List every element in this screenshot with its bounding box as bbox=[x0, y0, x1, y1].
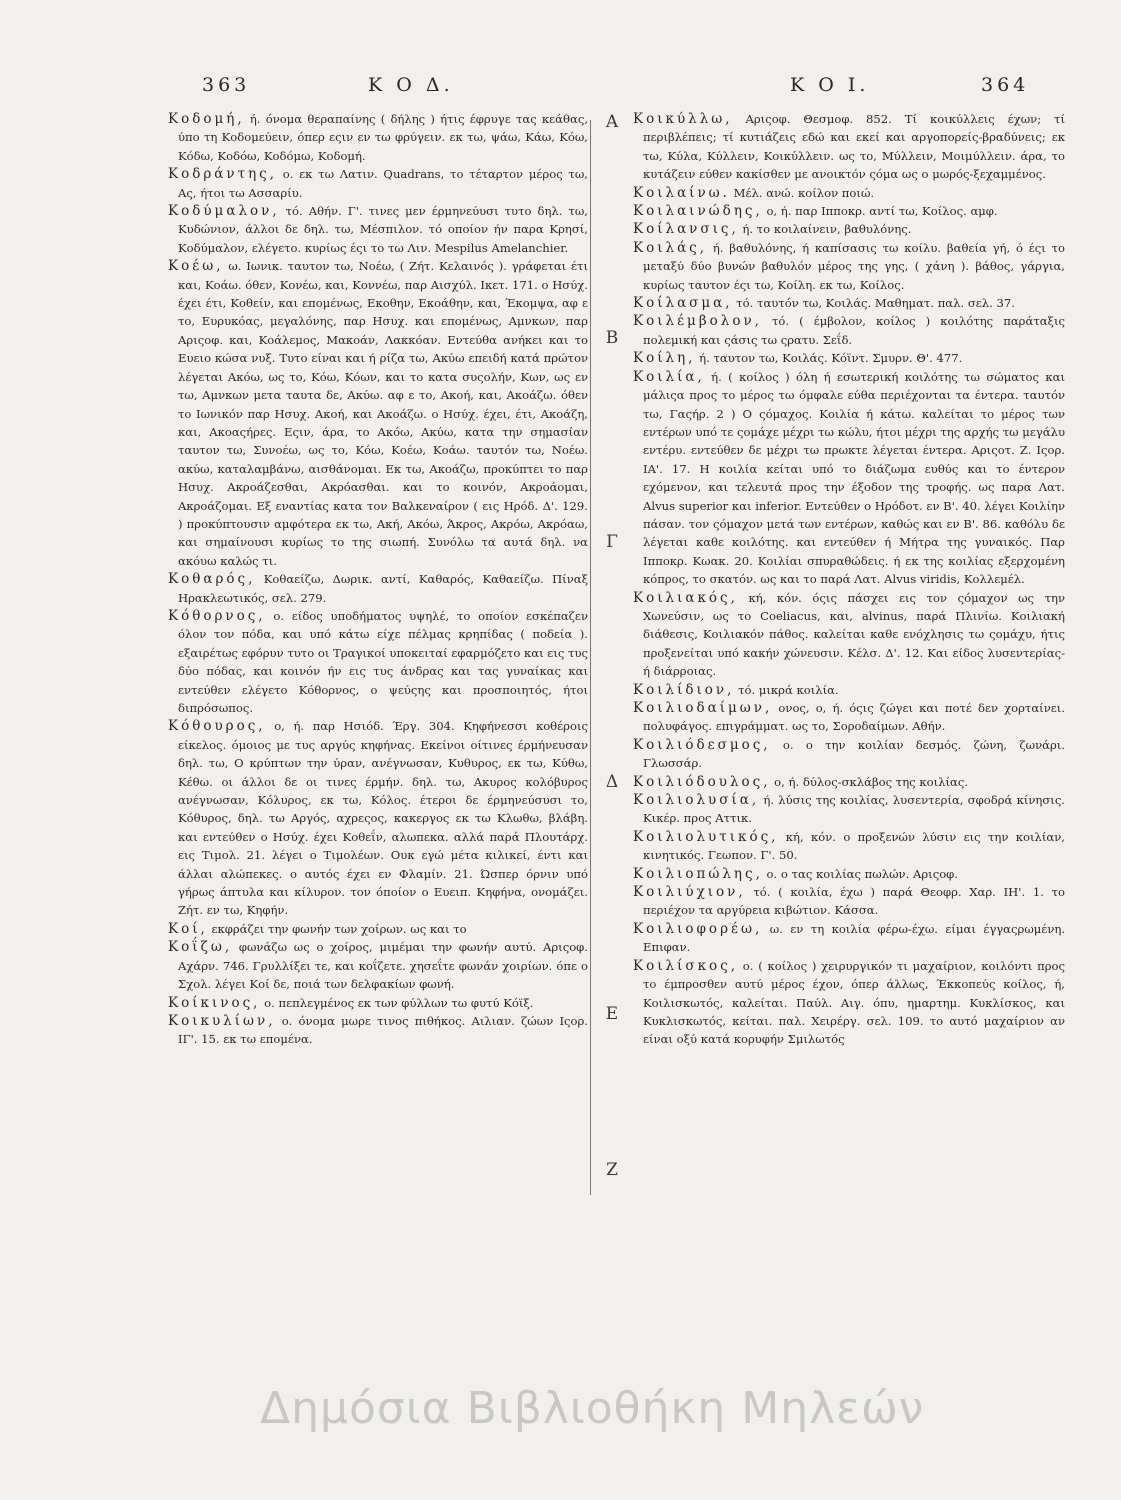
dictionary-entry bbox=[168, 920, 588, 938]
entry-headword: Κόθορνος, bbox=[168, 607, 266, 624]
entry-headword: Κοιλέμβολον, bbox=[633, 313, 762, 330]
entry-definition: ω. Ιωνικ. ταυτον τω, Νοέω, ( Ζήτ. Κελαινός ). γράφεται έτι και, Κοάω. όθεν, Κονέω, και, Κοννέω, παρ Αισχύλ. Ικετ. 171. ο Ησύχ. έχει έτι, Κοθείν, και επομένως, Εκοθην, Εκοάθην, και, Έκομψα, αφ ε το, Ευρυκόας, μεγαλόνης, παρ Ησυχ. και επομένως, Αμνκων, παρ Αριςοφ. και, Κοάλεμος, Μακοάν, Λακκόαν. Εντεύθα ανήκει και το Ευειο κώσα νυξ. Τυτο είναι και ή ρίζα τω, Ακύω επειδή κατά πρώτον λέγεται Ακόω, ως το, Κόω, Κόων, και το κατα συςολήν, Κων, ως εν τω, Αμνκων μετα ταυτα δε, Ακύω. αφ ε το, Ακοή, και, Ακοάζω. όθεν το Ιωνικόν παρ Ησυχ. Ακοή, και Ακοάζω. ο Ησύχ. έχει, έτι, Ακοάζη, και, Ακοαςήρες. Εςιν, άρα, το Ακόω, Ακύω, κατα την σημασίαν ταυτον τω, Συνοέω, ως το, Κόω, Κοέω, Κοάω. ταυτόν τω, Νοέω. ακύω, καταλαμβάνω, αισθάνομαι. Εκ τω, Ακοάζω, προκύπτει το παρ Ησυχ. Ακροάζεσθαι, Ακρόασθαι. και το κοινόν, Ακροάομαι, Ακροάζομαι. Εξ εναντίας κατα τον Βαλκεναίρον ( εις Ηρόδ. Δ'. 129. ) προκύπτουσιν αμφότερα εκ τω, Ακή, Ακόω, Άκρος, Ακρόω, Ακρόαω, και σημαίνουσι κυρίως το της σιωπή. Συνόλω τα αυτά δηλ. να ακόυω καλώς τι. bbox=[178, 259, 588, 568]
entry-headword: Κοιλιόδουλος, bbox=[633, 773, 771, 790]
entry-headword: Κοέω, bbox=[168, 258, 224, 275]
entry-headword: Κοιλαίνω. bbox=[633, 184, 730, 201]
entry-definition: ο. ( κοίλος ) χειρυργικόν τι μαχαίριον, κοιλόντι προς το έμπροσθεν αυτύ μέρος έχον, όπερ άλλως, Έκκοπεύς κοίλος, ή, Κοιλισκωτός, καλείται. Παύλ. Αιγ. όπυ, ημαρτημ. Κυκλίσκος, και Κυκλισκωτός, κείται. παλ. Χειρέργ. σελ. 109. το αυτό μαχαίριον αν είναι οξύ κατά κορυφήν Σμιλωτός bbox=[643, 958, 1065, 1047]
running-title-right: Κ Ο Ι. bbox=[790, 74, 870, 96]
entry-headword: Κοιλιολυτικός, bbox=[633, 828, 779, 845]
dictionary-entry bbox=[168, 202, 588, 257]
dictionary-entry bbox=[633, 239, 1065, 294]
entry-definition: ο. πεπλεγμένος εκ των φύλλων τω φυτύ Κόϊξ. bbox=[260, 995, 534, 1010]
dictionary-entry bbox=[633, 773, 1065, 791]
entry-headword: Κοί, bbox=[168, 920, 208, 937]
entry-definition: ή. λύσις της κοιλίας, λυσεντερία, σφοδρά κίνησις. Κικέρ. προς Αττικ. bbox=[643, 793, 1065, 826]
entry-definition: ο, ή. παρ Ιπποκρ. αντί τω, Κοίλος. αμφ. bbox=[762, 204, 998, 219]
dictionary-entry bbox=[633, 736, 1065, 773]
entry-definition: Κοθαείζω, Δωρικ. αντί, Καθαρός, Καθαείζω. Πίναξ Ηρακλεωτικός, σελ. 279. bbox=[178, 572, 588, 605]
dictionary-entry bbox=[633, 828, 1065, 865]
entry-headword: Κόθουρος, bbox=[168, 718, 266, 735]
dictionary-entry bbox=[633, 110, 1065, 184]
entry-headword: Κοιλάς, bbox=[633, 239, 708, 256]
running-title-left: Κ Ο Δ. bbox=[368, 74, 454, 96]
entry-headword: Κοιλιοφορέω, bbox=[633, 920, 763, 937]
dictionary-entry bbox=[633, 883, 1065, 920]
entry-definition: Αριςοφ. Θεσμοφ. 852. Τί κοικύλλεις έχων; τί περιβλέπεις; τί κυτιάζεις εδώ και εκεί και αργοπορείς-βραδύνεις; εκ τω, Κύλα, Κύλλειν, Κοικύλλειν. ως το, Μύλλειν, Μοιμύλλειν. άρα, το κυτάζειν εύθεν κακίσθεν με ανοικτόν ςόμα ως ο μωρός-ξεχαμμένος. bbox=[643, 112, 1065, 182]
entry-definition: ο. είδος υποδήματος υψηλέ, το οποίον εσκέπαζεν όλον τον πόδα, και υπό κάτω είχε πέλμας κρηπίδας ( ποδεία ). εξαιρέτως εφόρυν τυτο οι Τραγικοί υποκειταί εφαρμόζετο και εις τυς δύο πόδας, και κοινόν ήν εις τυς άνδρας και τας γυναίκας και εντεύθεν ελέγετο Κόθορνος, ο ψεύςης και προσποιητός, ήτοι διπρόσωπος. bbox=[178, 608, 588, 715]
dictionary-entry bbox=[633, 184, 1065, 202]
entry-headword: Κοΐζω, bbox=[168, 939, 233, 956]
entry-definition: ή. βαθυλόνης, ή καπίσασις τω κοίλυ. βαθεία γή, ό έςι το μεταξύ δύο βυνών βαθυλόν μέρος της γης, ( χάνη ). βάθος, γάργια, κυρίως ταυτον έςι τω, Κοίλη. εκ τω, Κοίλος. bbox=[643, 240, 1065, 292]
entry-definition: ο. ο τας κοιλίας πωλών. Αριςοφ. bbox=[762, 866, 958, 881]
dictionary-entry bbox=[633, 920, 1065, 957]
entry-headword: Κοιλιοδαίμων, bbox=[633, 700, 773, 716]
entry-headword: Κοικύλλω, bbox=[633, 111, 733, 127]
entry-definition: ονος, ο, ή. όςις ζώγει και ποτέ δεν χορταίνει. πολυφάγος. επιγράμματ. ως το, Σοροδαίμων. Αθήν. bbox=[643, 701, 1065, 734]
entry-headword: Κοίλη, bbox=[633, 350, 696, 367]
entry-definition: ω. εν τη κοιλία φέρω-έχω. είμαι έγγαςρωμένη. Επιφαν. bbox=[643, 921, 1065, 955]
entry-definition: ο, ή. παρ Ησιόδ. Έργ. 304. Κηφήνεσσι κοθέροις είκελος. όμοιος με τυς αργύς κηφήνας. Εκείνοι οίτινες έρμήνευσαν δηλ. τω, Ο κρύπτων την ύραν, ανέγνωσαν, Κυθυρος, εκ τω, Κύθω, Κέθω. οι άλλοι δε οι τινες έρμήν. δηλ. τω, Ακυρος κολόβυρος ανέγνωσαν, Κόλυρος, εκ τω, Κόλος. έτεροι δε έρμηνεύσυσι το, Κόθυρος, δηλ. τω Αργός, αχρεςος, κακεργος εκ τω Κλωθω, βλάβη. και εντεύθεν ο Ησύχ. έχει Κοθεΐν, αλωπεκα. αλλά παρά Πλουτάρχ. εις Τιμολ. 21. λέγει ο Τιμολέων. Ουκ εγώ μέτα κιλικεί, έντι και άλλαι αλώπεκες. ο αυτός έχει εν Φλαμίν. 21. Ώσπερ όρνιν υπό γήρως άπτυλα και κίλυρον. τον όποίον ο Ευειπ. Κηφήνα, ονομάζει. Ζήτ. εν τω, Κηφήν. bbox=[178, 719, 588, 918]
entry-headword: Κοιλιακός, bbox=[633, 589, 738, 606]
entry-headword: Κοιλιόδεσμος, bbox=[633, 736, 771, 753]
dictionary-entry bbox=[168, 570, 588, 607]
margin-letter: Δ bbox=[605, 772, 619, 792]
column-divider bbox=[590, 120, 591, 1195]
dictionary-entry bbox=[168, 938, 588, 993]
dictionary-entry bbox=[633, 202, 1065, 220]
dictionary-entry bbox=[168, 1012, 588, 1049]
dictionary-entry bbox=[633, 681, 1065, 699]
dictionary-entry bbox=[633, 699, 1065, 736]
entry-definition: ή. όνομα θεραπαίνης ( δήλης ) ήτις έφρυγε τας κεάθας, ύπο τη Κοδομεύειν, όπερ εςιν εν τω φρύγειν. εκ τω, ψάω, Κάω, Κόω, Κόδω, Κοδόω, Κοδόμω, Κοδομή. bbox=[178, 112, 588, 163]
entry-definition: εκφράζει την φωνήν των χοίρων. ως και το bbox=[207, 921, 467, 936]
page-header bbox=[150, 74, 1090, 108]
entry-headword: Κοθαρός, bbox=[168, 571, 256, 588]
entry-headword: Κοδομή, bbox=[168, 111, 245, 127]
entry-definition: ο. εκ τω Λατιν. Quadrans, το τέταρτον μέρος τω, Ας, ήτοι τω Ασσαρίυ. bbox=[178, 167, 588, 200]
entry-headword: Κοίλανσις, bbox=[633, 221, 739, 238]
entry-definition: ο. ο την κοιλίαν δεσμός. ζώνη, ζωνάρι. Γλωσσάρ. bbox=[643, 737, 1065, 771]
dictionary-entry bbox=[633, 957, 1065, 1049]
entry-definition: φωνάζω ως ο χοίρος, μιμέμαι την φωνήν αυτύ. Αριςοφ. Αχάρν. 746. Γρυλλίξει τε, και κοΐζετε. χησεΐτε φωνάν χοιρίων. όπε ο Σχολ. λέγει Κοί δε, ποιά των δελφακίων φωνή. bbox=[178, 940, 588, 992]
margin-letter: Ε bbox=[605, 1004, 619, 1024]
entry-definition: ή. ( κοίλος ) όλη ή εσωτερική κοιλότης τω σώματος και μάλιςα προς το μέρος τω όμφαλε εύθα περιέχονται τα έντερα. ταυτόν τω, Γαςήρ. 2 ) Ο ςόμαχος. Κοιλία ή κάτω. καλείται το μέρος των εντέρων υπό τε ςομάχε μέχρι τω κώλυ, ήτοι μέχρι της αρχής τω μεγάλυ εντέρυ. εντεύθεν δε μέχρι τω πρωκτε λέγεται έντερα. Αριςοτ. Ζ. Ιςορ. ΙΑ'. 17. Η κοιλία κείται υπό το διάζωμα ευθύς και το έντερον εχόμενον, και τελευτά προς την έξοδον της τροφής. ως παρα Λατ. Alvus superior και inferior. Εντεύθεν ο Ηρόδοτ. εν Β'. 40. λέγει Κοιλίην πάσαν. τον ςόμαχον μετά των εντέρων, καθώς και εν Β'. 86. καθόλυ δε λέγεται καθε κοιλότης. και εντεύθεν ή Μήτρα της γυναικός. Παρ Ιπποκρ. Κωακ. 20. Κοιλίαι σπυραθώδεις. ή εκ της κοιλίας εξερχομένη κόπρος, το σκατόν. ως και το παρά Λατ. Alvus viridis, Κολλεμέλ. bbox=[643, 369, 1065, 587]
dictionary-entry bbox=[633, 312, 1065, 349]
entry-headword: Κοδράντης, bbox=[168, 166, 278, 183]
left-column bbox=[168, 110, 588, 1420]
dictionary-entry bbox=[168, 257, 588, 570]
dictionary-entry bbox=[168, 717, 588, 919]
entry-definition: ο. όνομα μωρε τινος πιθήκος. Αιλιαν. ζώων Ιςορ. ΙΓ'. 15. εκ τω επομένα. bbox=[178, 1013, 588, 1047]
entry-headword: Κοιλία, bbox=[633, 368, 705, 385]
dictionary-entry bbox=[168, 607, 588, 717]
margin-letter: Α bbox=[605, 112, 619, 132]
dictionary-entry bbox=[633, 791, 1065, 828]
entry-definition: κή, κόν. όςις πάσχει εις τον ςόμαχον ως την Χωνεύσιν, ως το Coeliacus, και, alvinus, παρά Πλινίω. Κοιλιακή διάθεσις, Κοιλιακόν πάθος. καλείται καθε ενόχλησις τω ςομάχυ, ήτις προξενείται υπό κακήν χώνευσιν. Κέλσ. Δ'. 12. Και είδος λυσεντερίας-ή διάρροιας. bbox=[643, 590, 1065, 679]
entry-headword: Κοδύμαλον, bbox=[168, 203, 280, 220]
margin-letter: Γ bbox=[606, 532, 618, 552]
library-watermark: Δημόσια Βιβλιοθήκη Μηλεών bbox=[260, 1383, 925, 1434]
dictionary-entry bbox=[168, 110, 588, 165]
entry-definition: ή. ταυτον τω, Κοιλάς. Κόϊντ. Σμυρν. Θ'. 477. bbox=[695, 351, 963, 366]
entry-headword: Κοιλίσκος, bbox=[633, 957, 738, 974]
entry-definition: Μέλ. ανώ. κοίλον ποιώ. bbox=[729, 185, 875, 200]
dictionary-entry bbox=[633, 349, 1065, 367]
entry-definition: τό. ταυτόν τω, Κοιλάς. Μαθηματ. παλ. σελ. 37. bbox=[732, 296, 1015, 311]
entry-definition: τό. μικρά κοιλία. bbox=[734, 682, 839, 697]
entry-headword: Κοίλασμα, bbox=[633, 295, 733, 312]
entry-headword: Κοιλιύχιον, bbox=[633, 884, 746, 901]
right-column bbox=[633, 110, 1065, 1420]
margin-letter: Ζ bbox=[606, 1160, 618, 1180]
entry-headword: Κοιλιοπώλης, bbox=[633, 865, 763, 882]
entry-headword: Κοιλιολυσία, bbox=[633, 792, 760, 809]
entry-headword: Κοιλαινώδης, bbox=[633, 203, 763, 220]
entry-headword: Κοικυλίων, bbox=[168, 1012, 276, 1029]
dictionary-entry bbox=[633, 220, 1065, 238]
dictionary-entry bbox=[633, 589, 1065, 681]
entry-definition: τό. ( έμβολον, κοίλος ) κοιλότης παράταξις πολεμική και ςάσις τω ςρατυ. Σεΐδ. bbox=[643, 314, 1065, 347]
entry-headword: Κοιλίδιον, bbox=[633, 681, 735, 698]
page-number-right: 364 bbox=[981, 74, 1030, 96]
entry-definition: ή. το κοιλαίνειν, βαθυλόνης. bbox=[738, 222, 912, 237]
margin-letter: Β bbox=[605, 328, 619, 348]
entry-definition: τό. ( κοιλία, έχω ) παρά Θεοφρ. Χαρ. ΙΗ'. 1. το περιέχον τα αργύρεια κιβώτιον. Κάσσα. bbox=[643, 885, 1065, 918]
dictionary-entry bbox=[168, 994, 588, 1012]
entry-definition: τό. Αθήν. Γ'. τινες μεν έρμηνεύυσι τυτο δηλ. τω, Κυδώνιον, άλλοι δε δηλ. τω, Μέσπιλον. τό οποίον ήν παρα Κρησί, Κοδύμαλον, ελέγετο. κυρίως έςι το τω Λιν. Mespilus Amelanchier. bbox=[178, 204, 588, 255]
dictionary-entry bbox=[633, 368, 1065, 589]
dictionary-entry bbox=[168, 165, 588, 202]
dictionary-entry bbox=[633, 865, 1065, 883]
entry-headword: Κοίκινος, bbox=[168, 994, 261, 1011]
entry-definition: ο, ή. δύλος-σκλάβος της κοιλίας. bbox=[770, 774, 969, 789]
page-number-left: 363 bbox=[202, 74, 251, 96]
entry-definition: κή, κόν. ο προξενών λύσιν εις την κοιλίαν, κινητικός. Γεωπον. Γ'. 50. bbox=[643, 829, 1065, 863]
dictionary-entry bbox=[633, 294, 1065, 312]
